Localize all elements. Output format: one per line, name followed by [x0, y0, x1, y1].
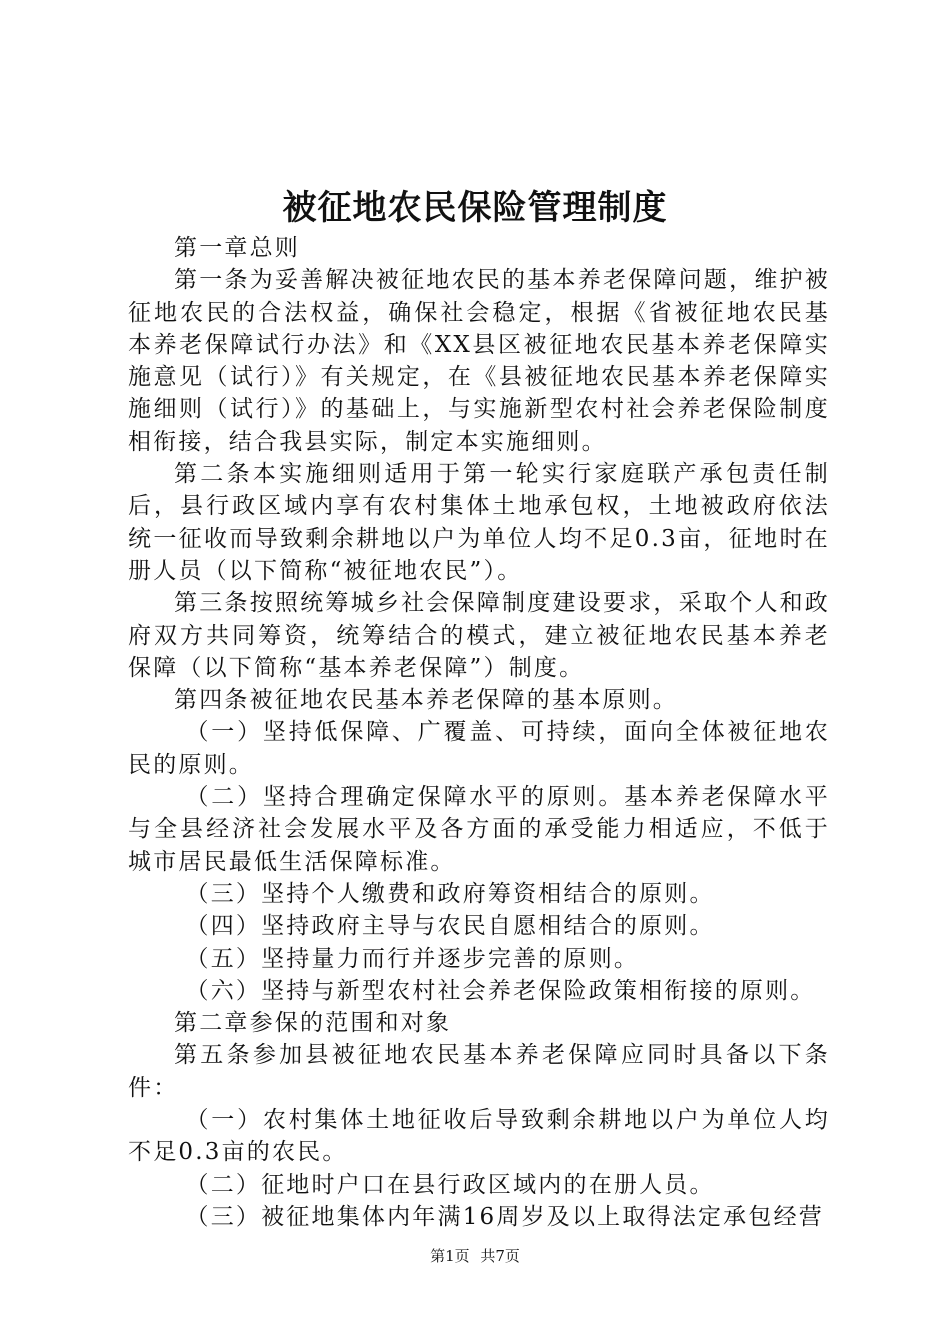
list-item: （二）征地时户口在县行政区域内的在册人员。: [185, 1171, 715, 1198]
article-paragraph: 第二条本实施细则适用于第一轮实行家庭联产承包责任制后，县行政区域内享有农村集体土地承包权，土地被政府依法统一征收而导致剩余耕地以户为单位人均不足0.3亩，征地时在册人员（以下简称“被征地农民”）。: [128, 461, 830, 584]
list-item: （一）坚持低保障、广覆盖、可持续，面向全体被征地农民的原则。: [128, 719, 830, 778]
article-paragraph: 第一条为妥善解决被征地农民的基本养老保障问题，维护被征地农民的合法权益，确保社会稳定，根据《省被征地农民基本养老保障试行办法》和《XX县区被征地农民基本养老保障实施意见（试行）》有关规定，在《县被征地农民基本养老保障实施细则（试行）》的基础上，与实施新型农村社会养老保险制度相衔接，结合我县实际，制定本实施细则。: [128, 267, 830, 455]
list-item: （六）坚持与新型农村社会养老保险政策相衔接的原则。: [185, 977, 816, 1004]
list-item: （三）被征地集体内年满16周岁及以上取得法定承包经营: [185, 1203, 824, 1230]
list-item: （二）坚持合理确定保障水平的原则。基本养老保障水平与全县经济社会发展水平及各方面的承受能力相适应，不低于城市居民最低生活保障标准。: [128, 784, 830, 875]
page-number: 第1页: [430, 1247, 470, 1265]
chapter-heading: 第二章参保的范围和对象: [174, 1010, 452, 1037]
document-title: 被征地农民保险管理制度: [282, 188, 668, 228]
list-item: （四）坚持政府主导与农民自愿相结合的原则。: [185, 913, 715, 940]
list-item: （一）农村集体土地征收后导致剩余耕地以户为单位人均不足0.3亩的农民。: [128, 1107, 830, 1166]
chapter-heading: 第一章总则: [174, 235, 300, 261]
document-body: [128, 232, 830, 1233]
article-paragraph: 第四条被征地农民基本养老保障的基本原则。: [174, 687, 678, 714]
page-footer: [0, 1246, 950, 1266]
article-paragraph: 第三条按照统筹城乡社会保障制度建设要求，采取个人和政府双方共同筹资，统筹结合的模式，建立被征地农民基本养老保障（以下简称“基本养老保障”）制度。: [128, 590, 830, 681]
list-item: （三）坚持个人缴费和政府筹资相结合的原则。: [185, 880, 715, 907]
article-paragraph: 第五条参加县被征地农民基本养老保障应同时具备以下条件：: [128, 1042, 830, 1101]
page-total: 共7页: [480, 1247, 520, 1265]
list-item: （五）坚持量力而行并逐步完善的原则。: [185, 945, 640, 972]
